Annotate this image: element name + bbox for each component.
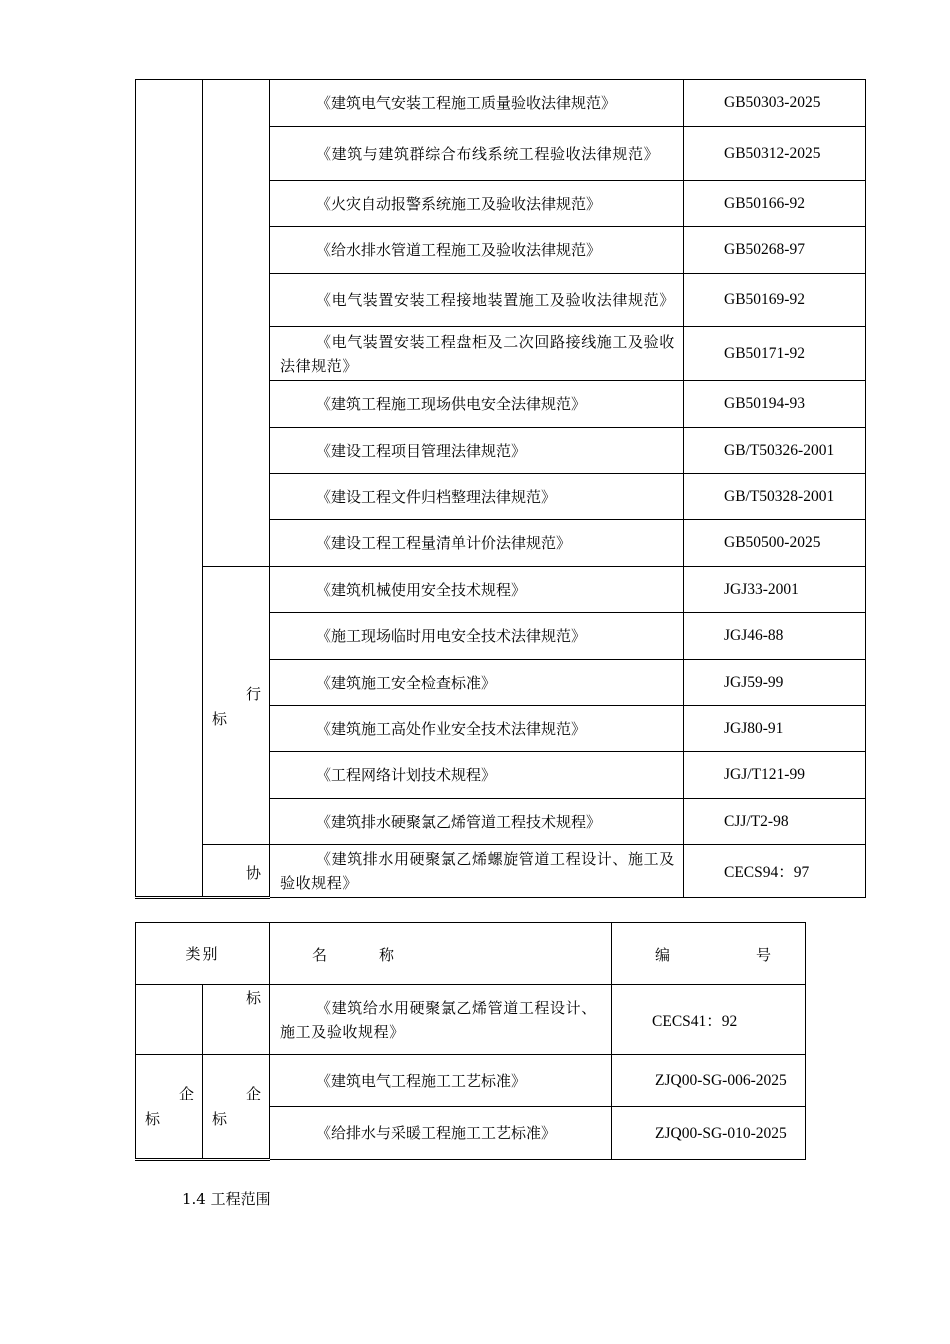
header-name-char: 名	[312, 946, 328, 964]
standard-name: 《建筑机械使用安全技术规程》	[270, 567, 684, 613]
category-label: 企	[179, 1085, 195, 1103]
category-label: 标	[145, 1110, 161, 1128]
enterprise-standard-subcategory	[203, 1055, 270, 1160]
standards-table-continued	[135, 79, 866, 899]
standard-name: 《建筑工程施工现场供电安全法律规范》	[270, 381, 684, 428]
association-standard-category	[203, 985, 270, 1055]
standard-code: GB/T50326-2001	[684, 428, 866, 474]
association-standard-category	[203, 845, 270, 898]
standard-code: GB50303-2025	[684, 80, 866, 127]
header-code-char: 号	[756, 946, 772, 964]
standard-name: 《建筑施工安全检查标准》	[270, 660, 684, 706]
category-label: 行	[246, 685, 262, 703]
standard-code: GB/T50328-2001	[684, 474, 866, 520]
standards-table-2	[135, 922, 806, 1161]
standard-code: CJJ/T2-98	[684, 799, 866, 845]
category-column-1	[136, 80, 203, 898]
header-name-char: 称	[379, 946, 395, 964]
table-header-row	[136, 923, 806, 985]
category-label: 标	[246, 989, 262, 1007]
standard-code: ZJQ00-SG-010-2025	[612, 1107, 806, 1160]
standard-code: GB50166-92	[684, 181, 866, 227]
header-name	[270, 923, 612, 985]
standard-name: 《建筑给水用硬聚氯乙烯管道工程设计、施工及验收规程》	[270, 985, 612, 1055]
header-code-char: 编	[655, 946, 671, 964]
category-label: 标	[212, 710, 228, 728]
standard-code: GB50268-97	[684, 227, 866, 274]
standard-code: ZJQ00-SG-006-2025	[612, 1055, 806, 1107]
standard-name: 《火灾自动报警系统施工及验收法律规范》	[270, 181, 684, 227]
standard-code: GB50171-92	[684, 327, 866, 381]
standard-code: JGJ80-91	[684, 706, 866, 752]
standard-code: GB50312-2025	[684, 127, 866, 181]
standard-name: 《施工现场临时用电安全技术法律规范》	[270, 613, 684, 660]
standard-name: 《建筑排水硬聚氯乙烯管道工程技术规程》	[270, 799, 684, 845]
header-code	[612, 923, 806, 985]
standard-code: JGJ33-2001	[684, 567, 866, 613]
standard-name: 《工程网络计划技术规程》	[270, 752, 684, 799]
standard-name: 《电气装置安装工程接地装置施工及验收法律规范》	[270, 274, 684, 327]
category-label: 协	[246, 864, 262, 882]
standard-code: JGJ46-88	[684, 613, 866, 660]
industry-standard-category	[203, 567, 270, 845]
standard-code: JGJ/T121-99	[684, 752, 866, 799]
category-label: 企	[246, 1085, 262, 1103]
standard-code: GB50194-93	[684, 381, 866, 428]
standard-name: 《电气装置安装工程盘柜及二次回路接线施工及验收法律规范》	[270, 327, 684, 381]
standard-name: 《建设工程工程量清单计价法律规范》	[270, 520, 684, 567]
category-column-1	[136, 985, 203, 1055]
category-label: 标	[212, 1110, 228, 1128]
section-heading: 1.4 工程范围	[182, 1190, 271, 1208]
standard-name: 《建筑排水用硬聚氯乙烯螺旋管道工程设计、施工及验收规程》	[270, 845, 684, 898]
standard-code: CECS94：97	[684, 845, 866, 898]
standard-code: GB50169-92	[684, 274, 866, 327]
standard-name: 《建筑施工高处作业安全技术法律规范》	[270, 706, 684, 752]
standard-name: 《建筑与建筑群综合布线系统工程验收法律规范》	[270, 127, 684, 181]
header-category: 类别	[136, 923, 270, 985]
standard-name: 《建筑电气工程施工工艺标准》	[270, 1055, 612, 1107]
standard-name: 《建设工程项目管理法律规范》	[270, 428, 684, 474]
standard-code: CECS41：92	[612, 985, 806, 1055]
enterprise-standard-category	[136, 1055, 203, 1160]
standard-name: 《给排水与采暖工程施工工艺标准》	[270, 1107, 612, 1160]
national-standard-category	[203, 80, 270, 567]
standard-name: 《建设工程文件归档整理法律规范》	[270, 474, 684, 520]
standard-code: JGJ59-99	[684, 660, 866, 706]
standard-name: 《建筑电气安装工程施工质量验收法律规范》	[270, 80, 684, 127]
standard-code: GB50500-2025	[684, 520, 866, 567]
standard-name: 《给水排水管道工程施工及验收法律规范》	[270, 227, 684, 274]
